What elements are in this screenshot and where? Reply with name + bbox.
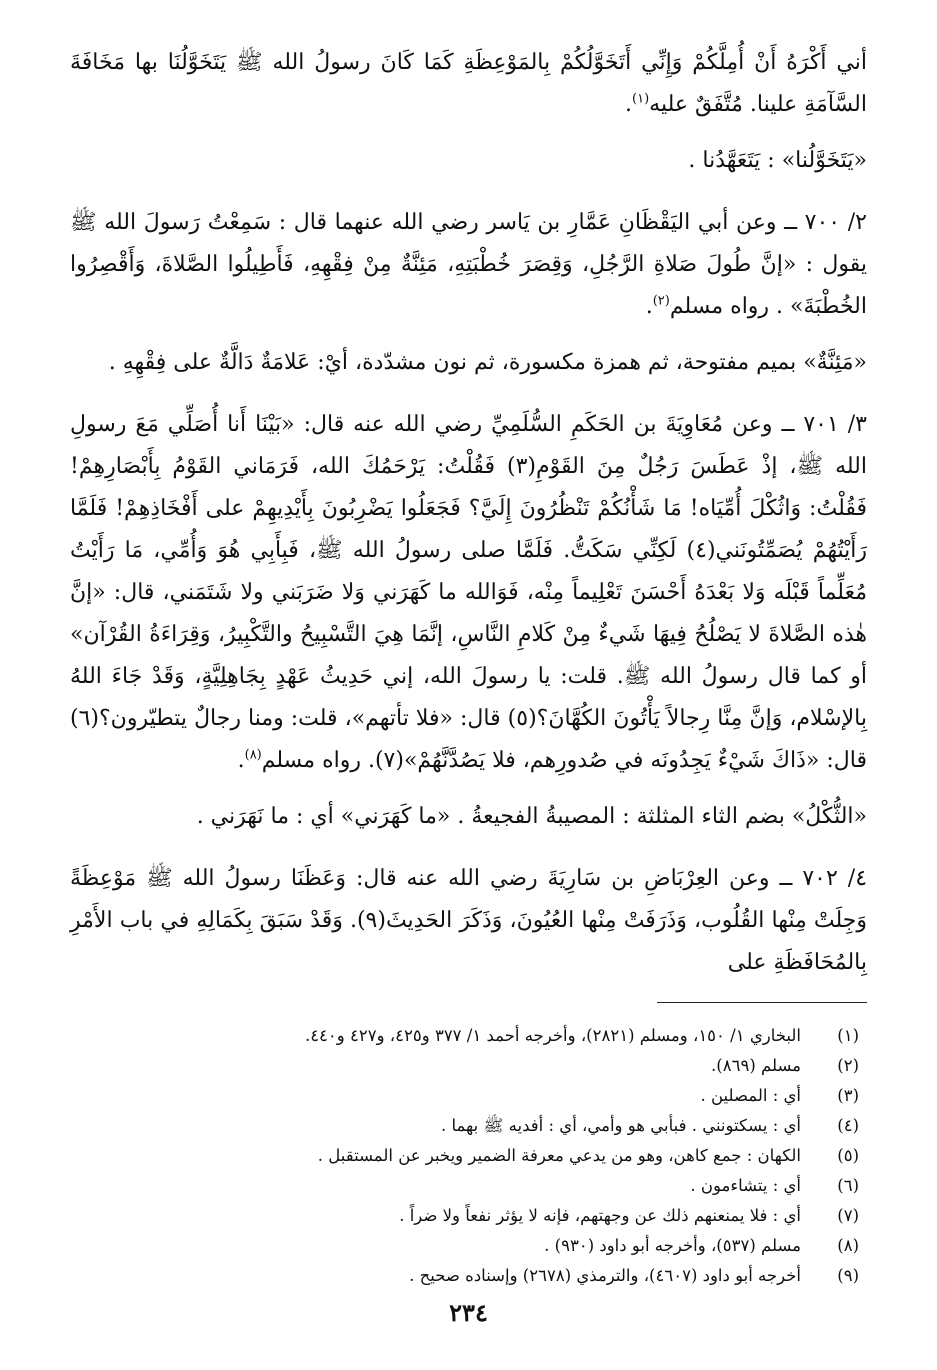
paragraph-hadith-701: ٣/ ٧٠١ ــ وعن مُعَاوِيَةَ بن الحَكَمِ السُّلَمِيِّ رضي الله عنه قال: «بَيْنَا أَنا أُصَلِّي مَعَ رسولِ الله ﷺ، إذْ عَطَسَ رَجُلٌ مِنَ القَوْمِ(٣) فَقُلْتُ: يَرْحَمُكَ الله، فَرَمَاني القَوْمُ بِأَبْصَارِهِمْ! فَقُلْتُ: وَاثُكْلَ أُمِّيَاه! مَا شَأْنُكُمْ تَنْظُرُونَ إِلَيَّ؟ فَجَعَلُوا يَضْرِبُونَ بِأَيْدِيهِمْ على أَفْخَاذِهِمْ! فَلَمَّا رَأَيْتُهُمْ يُصَمِّتُونَني(٤) لَكِنِّي سَكَتُّ. فَلَمَّا صلى رسولُ الله ﷺ، فَبِأَبِي هُوَ وَأُمِّي، مَا رَأَيْتُ مُعَلِّماً قَبْلَه وَلا بَعْدَهُ أَحْسَنَ تَعْلِيماً مِنْه، فَوَالله ما كَهَرَني وَلا ضَرَبَني ولا شَتَمَني، قال: «إنَّ هٰذه الصَّلاةَ لا يَصْلُحُ فِيهَا شَيءٌ مِنْ كَلامِ النَّاسِ، إنَّمَا هِيَ التَّسْبِيحُ والتَّكْبِيرُ، وَقِرَاءَةُ القُرْآن» أو كما قال رسولُ الله ﷺ. قلت: يا رسولَ الله، إني حَدِيثُ عَهْدٍ بِجَاهِلِيَّةٍ، وَقَدْ جَاءَ اللهُ بِالإسْلام، وَإنَّ مِنَّا رِجالاً يَأْتُونَ الكُهَّانَ؟(٥) قال: «فلا تأتهم»، قلت: ومنا رجالٌ يتطيّرون؟(٦) قال: «ذَاكَ شَيْءٌ يَجِدُونَه في صُدورِهم، فلا يَصُدَّنَّهُمْ»(٧). رواه مسلم$^{(٨)}$. [70, 412, 867, 773]
footnote-item: (٨) مسلم (٥٣٧)، وأخرجه أبو داود (٩٣٠) . [544, 1236, 859, 1255]
gloss-yatakhawwaluna: «يَتَخَوَّلُنا» : يَتَعَهَّدُنا . [688, 148, 867, 173]
footnote-ref: (٨) [244, 747, 262, 763]
main-text [70, 42, 867, 984]
footnote-item: (٥) الكهان : جمع كاهن، وهو من يدعي معرفة الضمير ويخبر عن المستقبل . [317, 1146, 859, 1165]
paragraph-hadith-700: ٢/ ٧٠٠ ــ وعن أبي اليَقْظَانِ عَمَّارِ بن يَاسر رضي الله عنهما قال : سَمِعْتُ رَسولَ الله ﷺ يقول : «إنَّ طُولَ صَلاةِ الرَّجُلِ، وَقِصَرَ خُطْبَتِهِ، مَئِنَّةٌ مِنْ فِقْهِهِ، فَأَطِيلُوا الصَّلاةَ، وَأَقْصِرُوا الخُطْبَةَ» . رواه مسلم$^{(٢)}$. [70, 210, 867, 319]
page-number: ٢٣٤ [449, 1298, 488, 1327]
paragraph-hadith-699-end: أني أَكْرَهُ أَنْ أُمِلَّكُمْ وَإِنِّي أَتَخَوَّلُكُمْ بِالمَوْعِظَةِ كَمَا كَانَ رسولُ الله ﷺ يَتَخَوَّلُنَا بها مَخَافَةَ السَّآمَةِ علينا. مُتَّفَقٌ عليه$^{(١)}$. [70, 50, 867, 117]
gloss-thukl: «الثُّكْلُ» بضم الثاء المثلثة : المصيبةُ الفجيعةُ . «ما كَهَرَني» أي : ما نَهَرَني . [196, 804, 867, 829]
footnotes [70, 1021, 867, 1291]
footnote-item: (٢) مسلم (٨٦٩). [711, 1056, 859, 1075]
paragraph-hadith-702: ٤/ ٧٠٢ ــ وعن العِرْبَاضِ بن سَارِيَةَ رضي الله عنه قال: وَعَظَنَا رسولُ الله ﷺ مَوْعِظَةً وَجِلَتْ مِنْها القُلُوب، وَذَرَفَتْ مِنْها العُيُونَ، وَذَكَرَ الحَدِيثَ(٩). وَقَدْ سَبَقَ بِكَمَالِهِ في باب الأَمْرِ بِالمُحَافَظَةِ على [70, 866, 868, 975]
footnote-divider [657, 1002, 867, 1003]
gloss-mainnatun: «مَئِنَّةٌ» بميم مفتوحة، ثم همزة مكسورة، ثم نون مشدّدة، أيْ: عَلامَةٌ دَالَّةٌ على فِقْهِهِ . [108, 350, 867, 375]
footnote-item: (٩) أخرجه أبو داود (٤٦٠٧)، والترمذي (٢٦٧٨) وإسناده صحيح . [409, 1266, 859, 1285]
footnote-ref: (١) [632, 91, 650, 107]
footnote-item: (٤) أي : يسكتونني . فبأبي هو وأمي، أي : أفديه ﷺ بهما . [441, 1116, 859, 1135]
footnote-ref: (٢) [652, 293, 670, 309]
footnote-item: (٣) أي : المصلين . [700, 1086, 859, 1105]
footnote-item: (٧) أي : فلا يمنعنهم ذلك عن وجهتهم، فإنه لا يؤثر نفعاً ولا ضراً . [399, 1206, 859, 1225]
footnote-item: (١) البخاري ١/ ١٥٠، ومسلم (٢٨٢١)، وأخرجه أحمد ١/ ٣٧٧ و٤٢٥، و٤٢٧ و٤٤٠. [304, 1026, 859, 1045]
footnote-item: (٦) أي : يتشاءمون . [690, 1176, 859, 1195]
